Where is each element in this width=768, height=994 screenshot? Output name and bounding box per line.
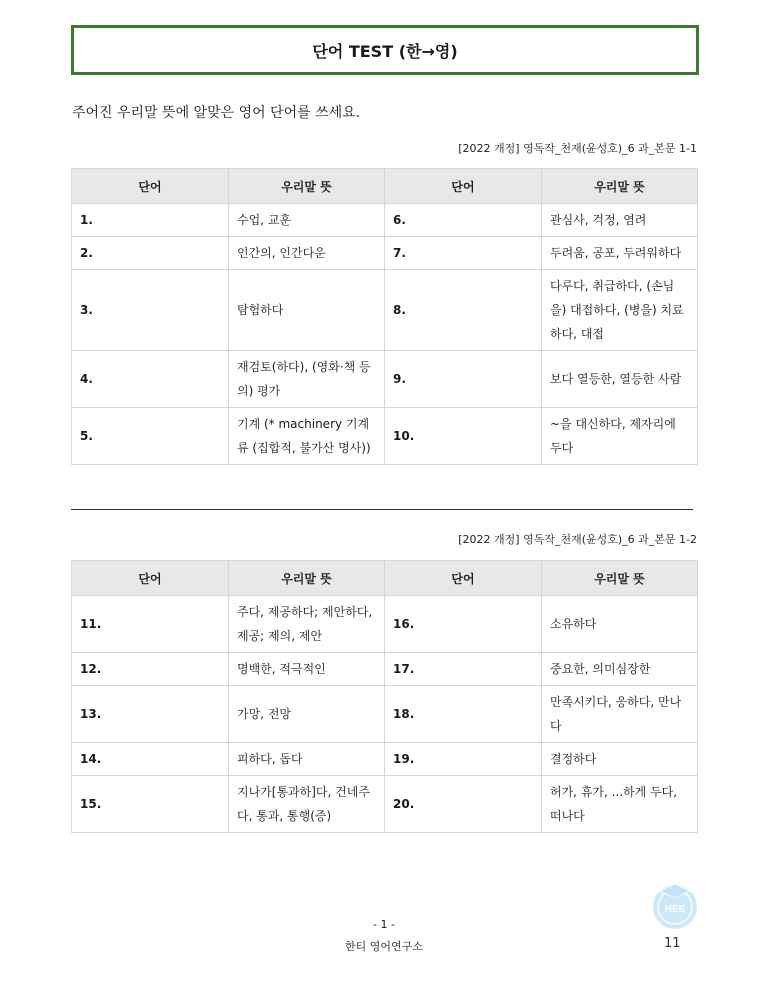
word-answer-cell[interactable]: 10. [385, 408, 542, 465]
table-header-row [72, 561, 698, 596]
table-row [72, 653, 698, 686]
table-row [72, 776, 698, 833]
source-label-1: [2022 개정] 영독작_천재(윤성호)_6 과_본문 1-1 [458, 142, 697, 155]
header-word: 단어 [385, 561, 542, 596]
header-meaning: 우리말 뜻 [229, 561, 385, 596]
vocab-table-1 [71, 168, 698, 465]
meaning-cell: 명백한, 적극적인 [229, 653, 385, 686]
word-answer-cell[interactable]: 9. [385, 351, 542, 408]
word-answer-cell[interactable]: 15. [72, 776, 229, 833]
word-answer-cell[interactable]: 2. [72, 237, 229, 270]
table-row [72, 270, 698, 351]
table-row [72, 596, 698, 653]
hee-logo-icon [650, 880, 700, 930]
word-answer-cell[interactable]: 1. [72, 204, 229, 237]
meaning-cell: 기계 (* machinery 기계류 (집합적, 불가산 명사)) [229, 408, 385, 465]
table-header-row [72, 169, 698, 204]
word-answer-cell[interactable]: 18. [385, 686, 542, 743]
table-row [72, 351, 698, 408]
word-answer-cell[interactable]: 5. [72, 408, 229, 465]
header-meaning: 우리말 뜻 [229, 169, 385, 204]
meaning-cell: 중요한, 의미심장한 [542, 653, 698, 686]
svg-text:HEE: HEE [664, 904, 686, 915]
institute-name: 한티 영어연구소 [345, 940, 423, 953]
page-number: - 1 - [373, 918, 395, 931]
word-answer-cell[interactable]: 11. [72, 596, 229, 653]
header-word: 단어 [72, 561, 229, 596]
corner-page-number: 11 [664, 936, 681, 951]
meaning-cell: 보다 열등한, 열등한 사람 [542, 351, 698, 408]
meaning-cell: 수업, 교훈 [229, 204, 385, 237]
header-meaning: 우리말 뜻 [542, 169, 698, 204]
word-answer-cell[interactable]: 14. [72, 743, 229, 776]
word-answer-cell[interactable]: 12. [72, 653, 229, 686]
word-answer-cell[interactable]: 20. [385, 776, 542, 833]
word-answer-cell[interactable]: 3. [72, 270, 229, 351]
word-answer-cell[interactable]: 8. [385, 270, 542, 351]
word-answer-cell[interactable]: 7. [385, 237, 542, 270]
meaning-cell: 관심사, 걱정, 염려 [542, 204, 698, 237]
section-divider [71, 509, 693, 510]
meaning-cell: 허가, 휴가, ...하게 두다, 떠나다 [542, 776, 698, 833]
header-word: 단어 [385, 169, 542, 204]
table-row [72, 686, 698, 743]
header-word: 단어 [72, 169, 229, 204]
table-row [72, 237, 698, 270]
source-label-2: [2022 개정] 영독작_천재(윤성호)_6 과_본문 1-2 [458, 533, 697, 546]
table-row [72, 408, 698, 465]
word-answer-cell[interactable]: 19. [385, 743, 542, 776]
meaning-cell: 재검토(하다), (영화·책 등의) 평가 [229, 351, 385, 408]
meaning-cell: 결정하다 [542, 743, 698, 776]
instruction-text: 주어진 우리말 뜻에 알맞은 영어 단어를 쓰세요. [72, 105, 361, 121]
table-row [72, 743, 698, 776]
table-row [72, 204, 698, 237]
vocab-table-2 [71, 560, 698, 833]
meaning-cell: 다루다, 취급하다, (손님을) 대접하다, (병을) 치료하다, 대접 [542, 270, 698, 351]
meaning-cell: 소유하다 [542, 596, 698, 653]
page-title: 단어 TEST (한→영) [71, 25, 699, 75]
meaning-cell: 가망, 전망 [229, 686, 385, 743]
word-answer-cell[interactable]: 13. [72, 686, 229, 743]
word-answer-cell[interactable]: 4. [72, 351, 229, 408]
meaning-cell: 인간의, 인간다운 [229, 237, 385, 270]
header-meaning: 우리말 뜻 [542, 561, 698, 596]
meaning-cell: 탐험하다 [229, 270, 385, 351]
meaning-cell: 피하다, 돕다 [229, 743, 385, 776]
word-answer-cell[interactable]: 16. [385, 596, 542, 653]
word-answer-cell[interactable]: 6. [385, 204, 542, 237]
meaning-cell: 두려움, 공포, 두려워하다 [542, 237, 698, 270]
meaning-cell: ~을 대신하다, 제자리에 두다 [542, 408, 698, 465]
meaning-cell: 만족시키다, 응하다, 만나다 [542, 686, 698, 743]
meaning-cell: 지나가[통과하]다, 건네주다, 통과, 통행(증) [229, 776, 385, 833]
meaning-cell: 주다, 제공하다; 제안하다, 제공; 제의, 제안 [229, 596, 385, 653]
word-answer-cell[interactable]: 17. [385, 653, 542, 686]
